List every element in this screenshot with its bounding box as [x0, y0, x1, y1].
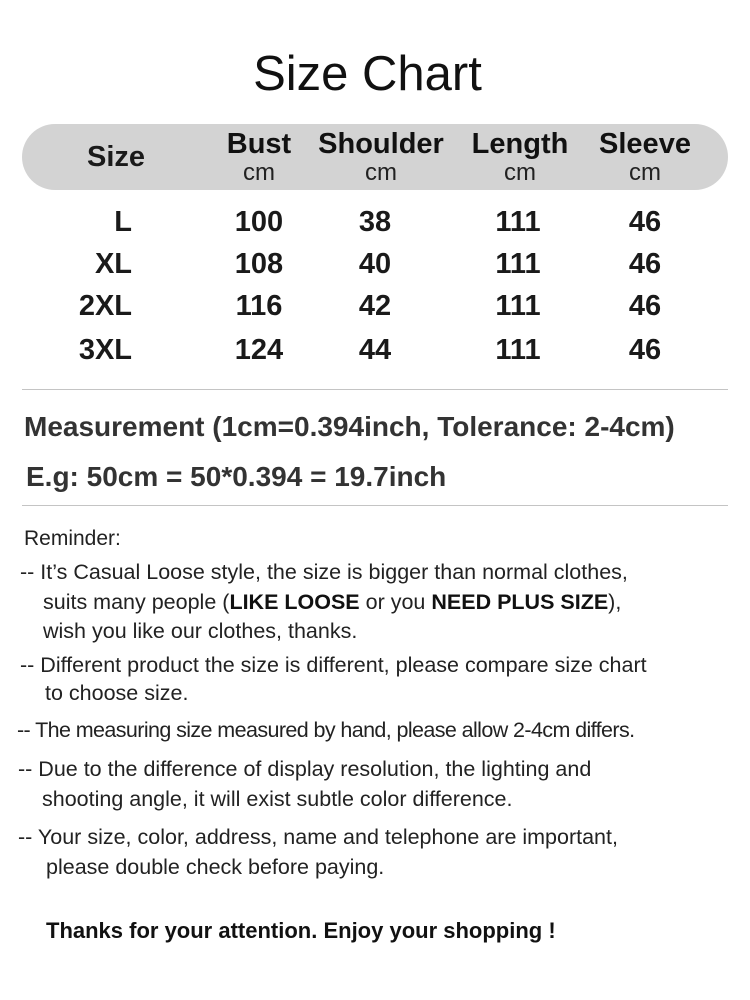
thanks-message: Thanks for your attention. Enjoy your shopping ! — [46, 918, 556, 943]
shoulder-cell: 38 — [358, 206, 392, 238]
sleeve-header-label: Sleeve — [599, 128, 691, 160]
length-header-unit: cm — [504, 159, 536, 186]
conversion-example: E.g: 50cm = 50*0.394 = 19.7inch — [26, 461, 447, 492]
sleeve-header-unit: cm — [629, 159, 661, 186]
reminder-line — [43, 587, 621, 617]
sleeve-cell: 46 — [628, 290, 662, 322]
length-cell: 111 — [495, 248, 541, 280]
reminder-line: -- The measuring size measured by hand, please allow 2-4cm differs. — [17, 718, 635, 742]
shoulder-cell: 44 — [358, 334, 392, 366]
bust-cell: 108 — [234, 248, 284, 280]
sleeve-column-header — [588, 128, 702, 186]
reminder-line: -- Your size, color, address, name and telephone are important, — [18, 825, 618, 849]
size-cell: 3XL — [78, 334, 132, 366]
length-cell: 111 — [495, 290, 541, 322]
reminder-line: -- Due to the difference of display resolution, the lighting and — [18, 757, 592, 781]
size-cell: 2XL — [78, 290, 132, 322]
shoulder-header-label: Shoulder — [318, 128, 444, 160]
divider — [22, 505, 728, 506]
bust-cell: 116 — [235, 290, 283, 322]
shoulder-column-header — [310, 128, 452, 186]
page-title: Size Chart — [253, 47, 482, 101]
reminder-text: ), — [608, 590, 622, 614]
bust-cell: 124 — [234, 334, 284, 366]
bust-column-header — [214, 128, 304, 186]
bust-header-label: Bust — [226, 128, 292, 160]
sleeve-cell: 46 — [628, 206, 662, 238]
reminder-line: -- Different product the size is different, please compare size chart — [20, 653, 647, 677]
table-row — [0, 286, 750, 326]
length-column-header — [462, 128, 578, 186]
reminder-line: wish you like our clothes, thanks. — [43, 619, 358, 643]
sleeve-cell: 46 — [628, 334, 662, 366]
length-header-label: Length — [471, 128, 569, 160]
shoulder-cell: 40 — [358, 248, 392, 280]
bust-cell: 100 — [234, 206, 284, 238]
divider — [22, 389, 728, 390]
size-column-header: Size — [86, 141, 146, 173]
table-row — [0, 330, 750, 370]
bust-header-unit: cm — [243, 159, 275, 186]
reminder-text: suits many people ( — [43, 590, 230, 614]
length-cell: 111 — [495, 334, 541, 366]
sleeve-cell: 46 — [628, 248, 662, 280]
reminder-heading: Reminder: — [24, 527, 121, 550]
shoulder-header-unit: cm — [365, 159, 397, 186]
length-cell: 111 — [495, 206, 541, 238]
table-row — [0, 244, 750, 284]
like-loose-emphasis: LIKE LOOSE — [229, 590, 360, 614]
size-cell: L — [114, 206, 132, 238]
size-cell: XL — [94, 248, 132, 280]
measurement-note: Measurement (1cm=0.394inch, Tolerance: 2-4cm) — [24, 411, 675, 442]
reminder-line: to choose size. — [45, 681, 189, 705]
reminder-line: please double check before paying. — [46, 855, 385, 879]
reminder-line: -- It’s Casual Loose style, the size is bigger than normal clothes, — [20, 560, 628, 584]
reminder-line: shooting angle, it will exist subtle color difference. — [42, 787, 513, 811]
shoulder-cell: 42 — [358, 290, 392, 322]
plus-size-emphasis: NEED PLUS SIZE — [431, 590, 609, 614]
reminder-text: or you — [359, 590, 432, 614]
table-row — [0, 202, 750, 242]
